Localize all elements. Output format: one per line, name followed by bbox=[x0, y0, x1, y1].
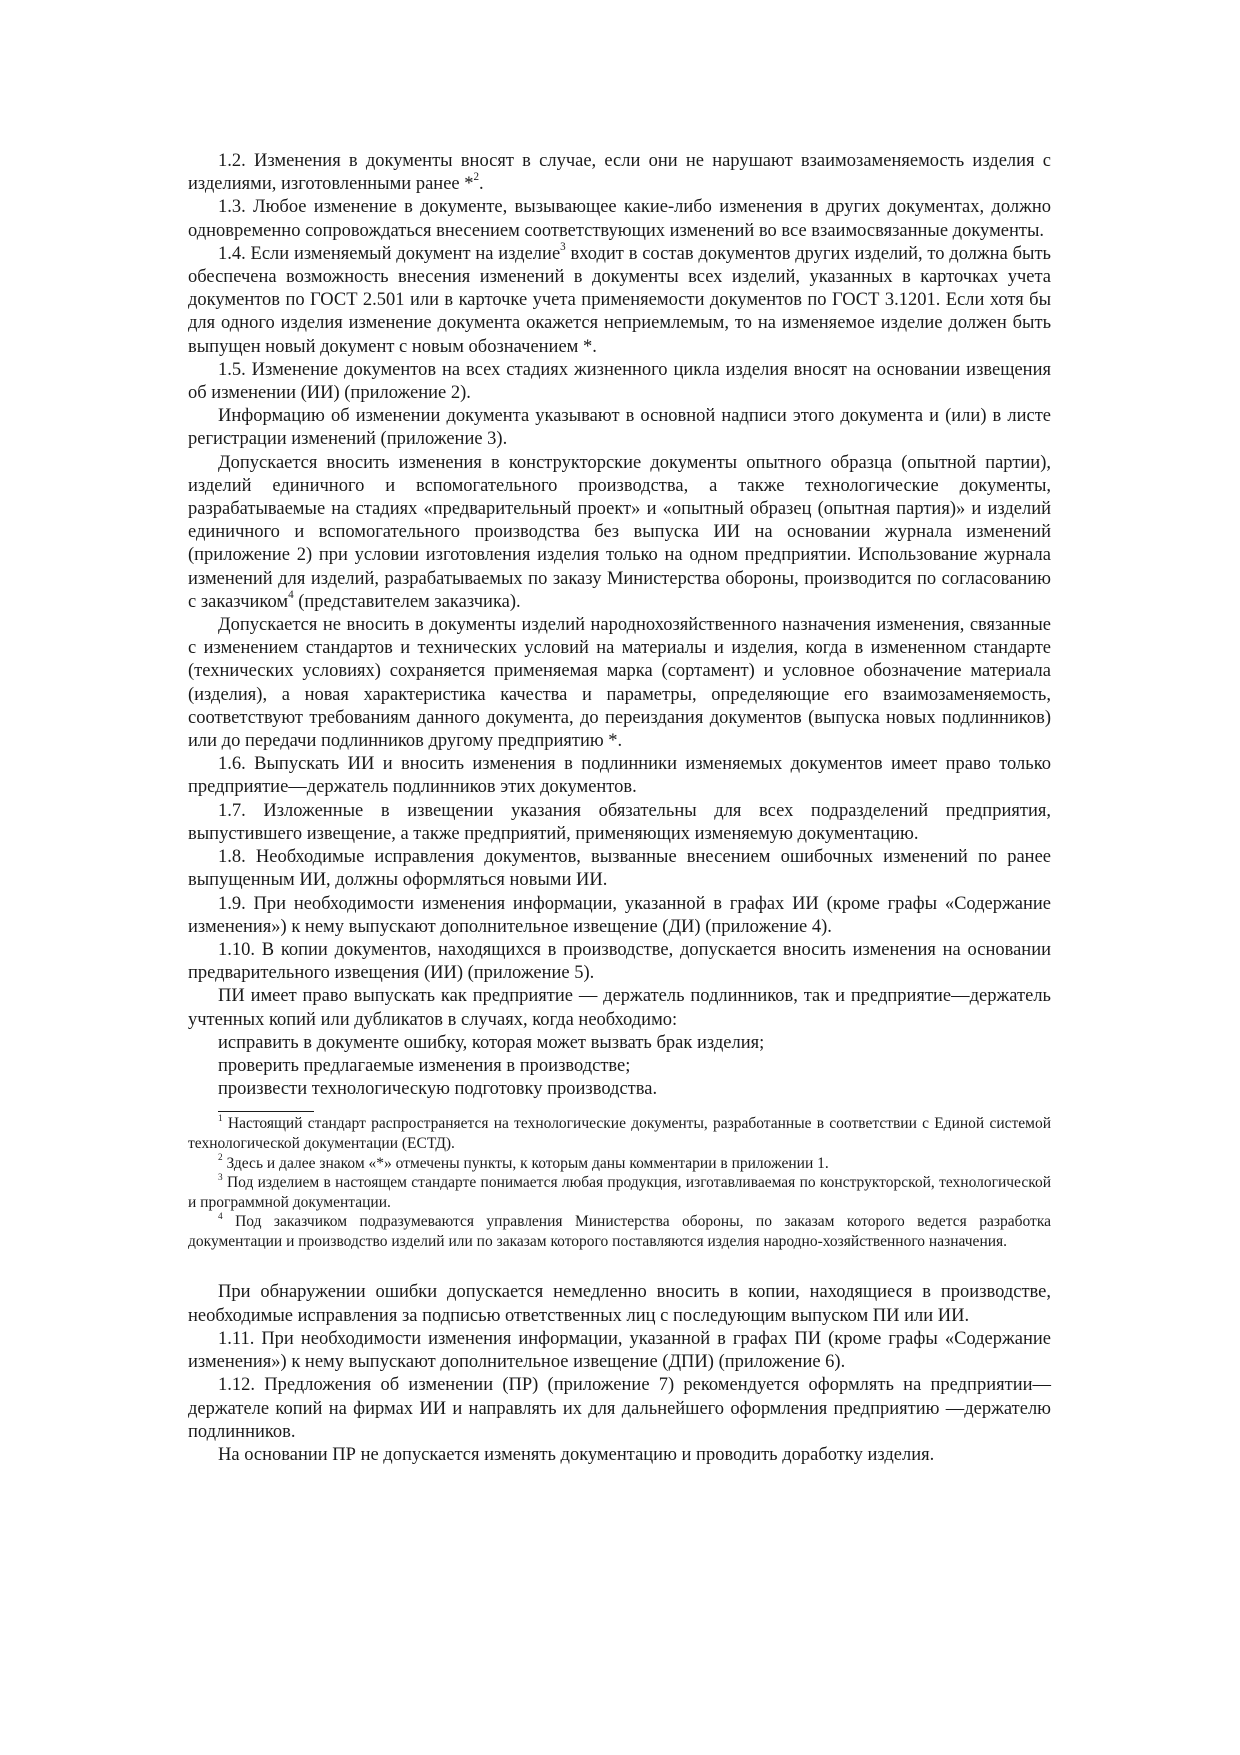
paragraph-1-7: 1.7. Изложенные в извещении указания обязательны для всех подразделений предприятия, выпустившего извещение, а также предприятий, применяющих изменяемую документацию. bbox=[188, 800, 1051, 844]
paragraph-info: Информацию об изменении документа указывают в основной надписи этого документа и (или) в листе регистрации изменений (приложение 3). bbox=[188, 406, 1051, 450]
paragraph-1-4: 1.4. Если изменяемый документ на изделие$^3$ входит в состав документов других изделий, то должна быть обеспечена возможность внесения изменений в документы всех изделий, указанных в карточках учета документов по ГОСТ 2.501 или в карточке учета применяемости документов по ГОСТ 3.1201. Если хотя бы для одного изделия изменение документа окажется неприемлемым, то на изменяемое изделие должен быть выпущен новый документ с новым обозначением *. bbox=[188, 241, 1051, 357]
paragraph-pi: ПИ имеет право выпускать как предприятие — держатель подлинников, так и предприятие—держатель учтенных копий или дубликатов в случаях, когда необходимо: bbox=[188, 986, 1051, 1030]
footnote-ref-4: 4 bbox=[288, 589, 294, 602]
paragraph-1-3: 1.3. Любое изменение в документе, вызывающее какие-либо изменения в других документах, должно одновременно сопровождаться внесением соответствующих изменений во все взаимосвязанные документы. bbox=[188, 197, 1051, 241]
footnote-separator bbox=[218, 1111, 314, 1112]
paragraph-1-2: 1.2. Изменения в документы вносят в случае, если они не нарушают взаимозаменяемость изделия с изделиями, изготовленными ранее *$^2$. bbox=[188, 151, 1051, 195]
footnote-1: $^1$ Настоящий стандарт распространяется на технологические документы, разработанные в соответствии с Единой системой технологической документации (ЕСТД). bbox=[188, 1113, 1051, 1152]
footnote-4: $^4$ Под заказчиком подразумеваются управления Министерства обороны, по заказам которого ведется разработка документации и производство изделий или по заказам которого поставляются изделия народно-хозяйственного назначения. bbox=[188, 1211, 1051, 1250]
list-item: проверить предлагаемые изменения в производстве; bbox=[218, 1055, 631, 1076]
paragraph-1-5: 1.5. Изменение документов на всех стадиях жизненного цикла изделия вносят на основании извещения об изменении (ИИ) (приложение 2). bbox=[188, 359, 1051, 404]
paragraph-pr: На основании ПР не допускается изменять документацию и проводить доработку изделия. bbox=[218, 1444, 935, 1465]
list-item: произвести технологическую подготовку производства. bbox=[218, 1079, 658, 1100]
footnote-2: $^2$ Здесь и далее знаком «*» отмечены пункты, к которым даны комментарии в приложении 1. bbox=[218, 1152, 829, 1172]
spacer bbox=[188, 1251, 1051, 1281]
paragraph-1-8: 1.8. Необходимые исправления документов, вызванные внесением ошибочных изменений по ранее выпущенным ИИ, должны оформляться новыми ИИ. bbox=[188, 847, 1051, 891]
document-page bbox=[188, 150, 1051, 1467]
body-text-top bbox=[188, 150, 1051, 1101]
paragraph-not-allowed: Допускается не вносить в документы изделий народнохозяйственного назначения изменения, связанные с изменением стандартов и технических условий на материалы и изделия, когда в измененном стандарте (технических условиях) сохраняется применяемая марка (сортамент) и условное обозначение материала (изделия), а новая характеристика качества и параметры, определяющие его взаимозаменяемость, соответствуют требованиям данного документа, до переиздания документов (выпуска новых подлинников) или до передачи подлинников другому предприятию *. bbox=[188, 615, 1051, 752]
paragraph-1-6: 1.6. Выпускать ИИ и вносить изменения в подлинники изменяемых документов имеет право только предприятие—держатель подлинников этих документов. bbox=[188, 754, 1051, 798]
footnote-ref-3: 3 bbox=[560, 241, 566, 253]
paragraph-allowed-changes: Допускается вносить изменения в конструкторские документы опытного образца (опытной партии), изделий единичного и вспомогательного производства, а также технологические документы, разрабатываемые на стадиях «предварительный проект» и «опытный образец (опытная партия)» и изделий единичного и вспомогательного производства без выпуска ИИ на основании журнала изменений (приложение 2) при условии изготовления изделия только на одном предприятии. Использование журнала изменений для изделий, разрабатываемых по заказу Министерства обороны, производится по согласованию с заказчиком$^4$ (представителем заказчика). bbox=[188, 452, 1051, 612]
footnotes bbox=[188, 1114, 1051, 1251]
list-item: исправить в документе ошибку, которая может вызвать брак изделия; bbox=[218, 1032, 765, 1053]
paragraph-1-10: 1.10. В копии документов, находящихся в производстве, допускается вносить изменения на основании предварительного извещения (ИИ) (приложение 5). bbox=[188, 939, 1051, 984]
footnote-3: $^3$ Под изделием в настоящем стандарте понимается любая продукция, изготавливаемая по конструкторской, технологической и программной документации. bbox=[188, 1172, 1051, 1211]
footnote-ref-2: 2 bbox=[473, 171, 480, 184]
body-text-bottom bbox=[188, 1281, 1051, 1467]
paragraph-1-12: 1.12. Предложения об изменении (ПР) (приложение 7) рекомендуется оформлять на предприятии—держателе копий на фирмах ИИ и направлять их для дальнейшего оформления предприятию —держателю подлинников. bbox=[188, 1375, 1051, 1442]
paragraph-1-9: 1.9. При необходимости изменения информации, указанной в графах ИИ (кроме графы «Содержание изменения») к нему выпускают дополнительное извещение (ДИ) (приложение 4). bbox=[188, 893, 1051, 937]
paragraph-error-found: При обнаружении ошибки допускается немедленно вносить в копии, находящиеся в производстве, необходимые исправления за подписью ответственных лиц с последующим выпуском ПИ или ИИ. bbox=[188, 1282, 1051, 1326]
paragraph-1-11: 1.11. При необходимости изменения информации, указанной в графах ПИ (кроме графы «Содержание изменения») к нему выпускают дополнительное извещение (ДПИ) (приложение 6). bbox=[188, 1328, 1051, 1373]
